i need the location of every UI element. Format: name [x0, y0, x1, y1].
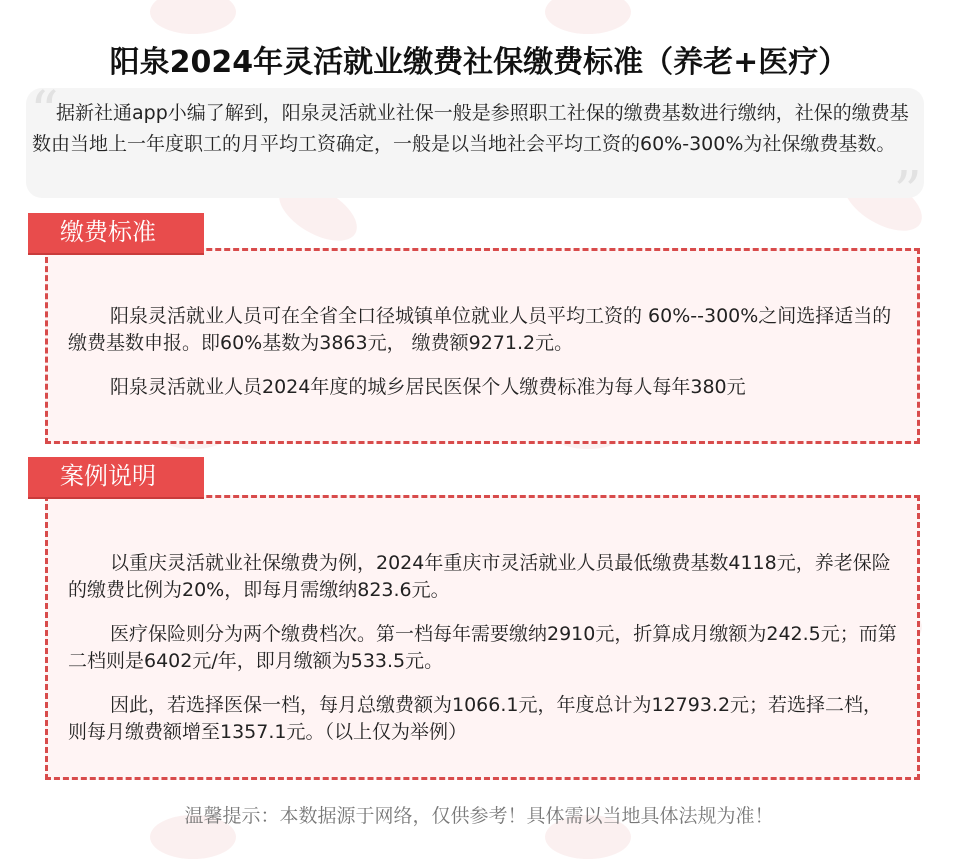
- section-box-case-study: [45, 495, 920, 780]
- watermark-logo: [545, 0, 631, 34]
- section-paragraph: 阳泉灵活就业人员2024年度的城乡居民医保个人缴费标准为每人每年380元: [110, 376, 746, 398]
- close-quote-icon: ”: [893, 160, 922, 225]
- section-title-case-study: 案例说明: [28, 457, 204, 497]
- section-paragraph: 阳泉灵活就业人员可在全省全口径城镇单位就业人员平均工资的 60%--300%之间选择适当的缴费基数申报。即60%基数为3863元， 缴费额9271.2元。: [68, 305, 892, 354]
- section-paragraph: 以重庆灵活就业社保缴费为例，2024年重庆市灵活就业人员最低缴费基数4118元，养老保险的缴费比例为20%，即每月需缴纳823.6元。: [68, 552, 891, 601]
- page-title: 阳泉2024年灵活就业缴费社保缴费标准（养老+医疗）: [109, 45, 849, 81]
- section-box-payment-standard: [45, 248, 920, 444]
- watermark-logo: [150, 0, 236, 34]
- intro-text: 据新社通app小编了解到，阳泉灵活就业社保一般是参照职工社保的缴费基数进行缴纳，社保的缴费基数由当地上一年度职工的月平均工资确定，一般是以当地社会平均工资的60%-300%为社保缴费基数。: [32, 102, 909, 155]
- open-quote-icon: “: [30, 80, 59, 145]
- footer-disclaimer: 温馨提示：本数据源于网络，仅供参考！具体需以当地具体法规为准！: [184, 805, 774, 827]
- section-paragraph: 因此，若选择医保一档，每月总缴费额为1066.1元，年度总计为12793.2元；若选择二档，则每月缴费额增至1357.1元。（以上仅为举例）: [68, 694, 883, 743]
- intro-box: [26, 80, 924, 225]
- section-title-payment-standard: 缴费标准: [28, 213, 204, 253]
- section-paragraph: 医疗保险则分为两个缴费档次。第一档每年需要缴纳2910元，折算成月缴额为242.5元；而第二档则是6402元/年，即月缴额为533.5元。: [68, 623, 897, 672]
